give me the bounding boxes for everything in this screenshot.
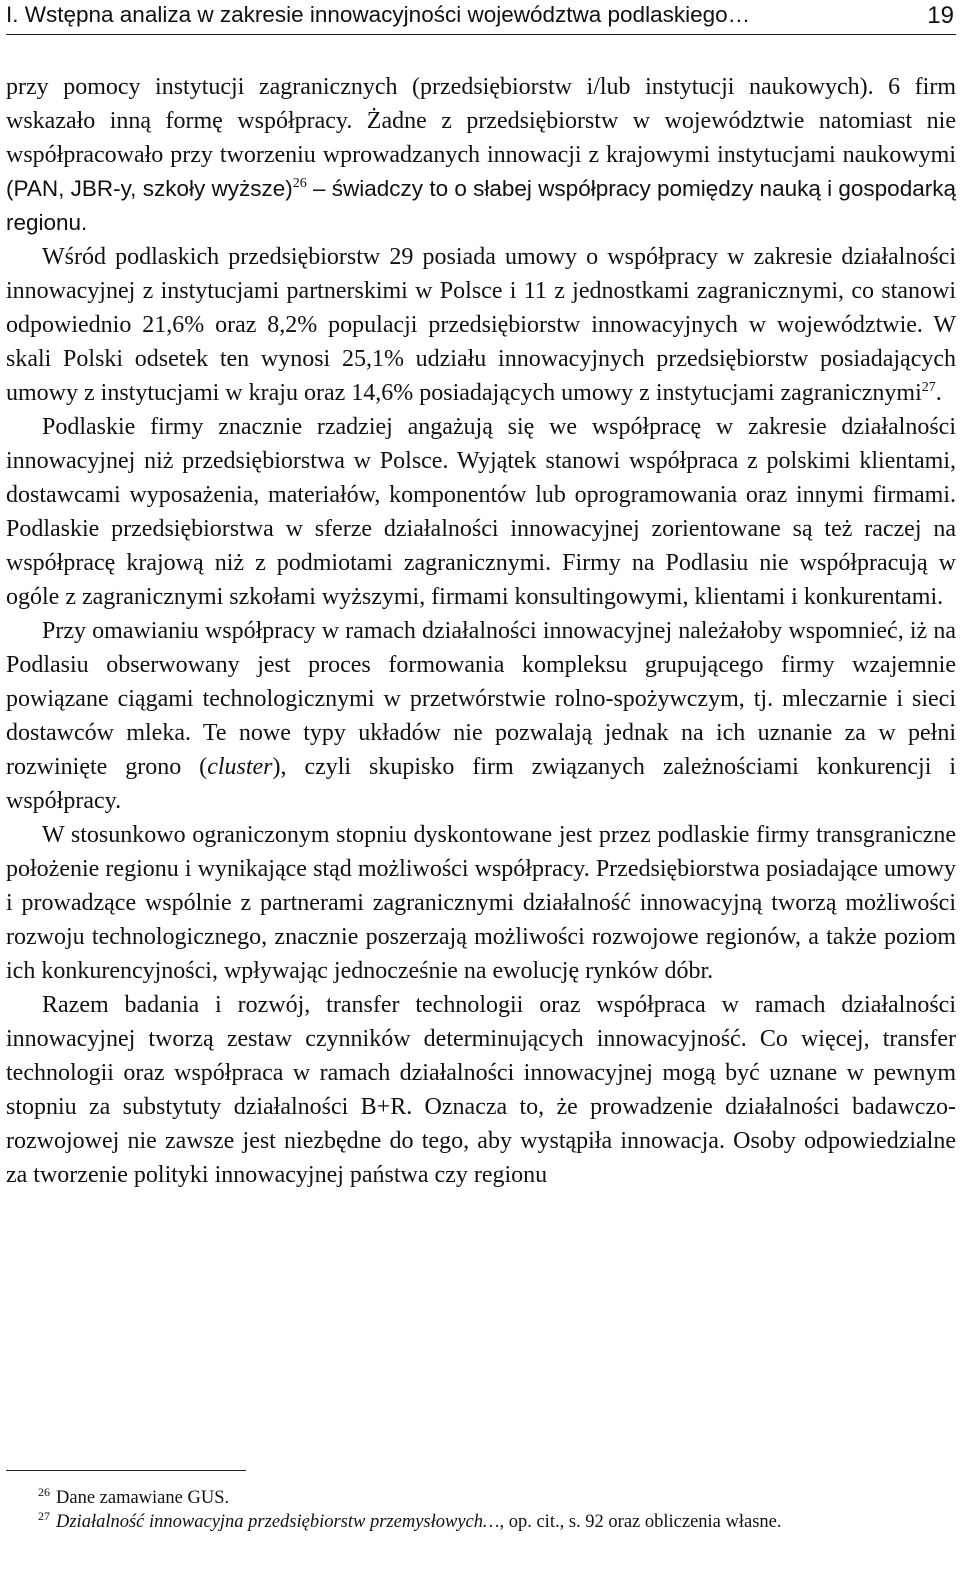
footnote-separator [6, 1470, 246, 1471]
footnote-27 [6, 1510, 956, 1534]
paragraph-2-text: Wśród podlaskich przedsiębiorstw 29 posiada umowy o współpracy w zakresie działalności innowacyjnej z instytucjami partnerskimi w Polsce i 11 z jednostkami zagranicznymi, co stanowi odpowiednio 21,6% oraz 8,2% populacji przedsiębiorstw innowacyjnych w województwie. W skali Polski odsetek ten wynosi 25,1% udziału innowacyjnych przedsiębiorstw posiadających umowy z instytucjami w kraju oraz 14,6% posiadających umowy z instytucjami zagranicznymi [6, 244, 956, 406]
paragraph-1-text: przy pomocy instytucji zagranicznych (przedsiębiorstw i/lub instytucji naukowych). 6 firm wskazało inną formę współpracy. Żadne z przedsiębiorstw w województwie natomiast nie współpracowało przy tworzeniu wprowadzanych innowacji z krajowymi instytucjami naukowymi [6, 74, 956, 168]
paragraph-4-text-2: ), czyli skupisko firm związanych zależnościami konkurencji i współpracy. [6, 754, 956, 814]
paragraph-4-text: Przy omawianiu współpracy w ramach działalności innowacyjnej należałoby wspomnieć, iż na Podlasiu obserwowany jest proces formowania kompleksu grupującego firmy wzajemnie powiązane ciągami technologicznymi w przetwórstwie rolno-spożywczym, tj. mleczarnie i sieci dostawców mleka. Te nowe typy układów nie pozwalają jednak na ich uznanie za w pełni rozwinięte grono ( [6, 618, 956, 780]
paragraph-2-end: . [935, 380, 942, 406]
paragraph-1-sans-text-2: – świadczy to o słabej współpracy pomiędzy nauką i gospodarką regionu. [6, 176, 956, 235]
paragraph-1-sans-text: (PAN, JBR-y, szkoły wyższe) [6, 176, 293, 201]
running-header-title: I. Wstępna analiza w zakresie innowacyjności województwa podlaskiego… [6, 2, 751, 27]
footnotes [6, 1486, 956, 1534]
footnote-ref-26[interactable]: 26 [292, 176, 307, 191]
footnote-number: 27 [38, 1508, 50, 1523]
body-text [6, 70, 956, 1192]
footnote-text: , op. cit., s. 92 oraz obliczenia własne. [499, 1512, 782, 1532]
paragraph-6: Razem badania i rozwój, transfer technologii oraz współpraca w ramach działalności innowacyjnej tworzą zestaw czynników determinujących innowacyjność. Co więcej, transfer technologii oraz współpraca w ramach działalności innowacyjnej mogą być uznane w pewnym stopniu za substytuty działalności B+R. Oznacza to, że prowadzenie działalności badawczo-rozwojowej nie zawsze jest niezbędne do tego, aby wystąpiła innowacja. Osoby odpowiedzialne za tworzenie polityki innowacyjnej państwa czy regionu [6, 992, 956, 1188]
page-number: 19 [927, 2, 954, 29]
footnote-number: 26 [38, 1484, 50, 1499]
footnote-26 [6, 1486, 956, 1510]
paragraph-3: Podlaskie firmy znacznie rzadziej angażują się we współpracę w zakresie działalności innowacyjnej niż przedsiębiorstwa w Polsce. Wyjątek stanowi współpraca z polskimi klientami, dostawcami wyposażenia, materiałów, komponentów lub oprogramowania oraz innymi firmami. Podlaskie przedsiębiorstwa w sferze działalności innowacyjnej zorientowane są też raczej na współpracę krajową niż z podmiotami zagranicznymi. Firmy na Podlasiu nie współpracują w ogóle z zagranicznymi szkołami wyższymi, firmami konsultingowymi, klientami i konkurentami. [6, 414, 956, 610]
paragraph-5: W stosunkowo ograniczonym stopniu dyskontowane jest przez podlaskie firmy transgraniczne położenie regionu i wynikające stąd możliwości współpracy. Przedsiębiorstwa posiadające umowy i prowadzące wspólnie z partnerami zagranicznymi działalność innowacyjną tworzą możliwości rozwoju technologicznego, znacznie poszerzają możliwości rozwojowe regionów, a także poziom ich konkurencyjności, wpływając jednocześnie na ewolucję rynków dóbr. [6, 822, 956, 984]
footnote-italic-title: Działalność innowacyjna przedsiębiorstw przemysłowych… [56, 1512, 500, 1532]
paragraph-4-italic-term: cluster [207, 754, 273, 780]
running-header [6, 0, 956, 35]
paragraph-1 [6, 70, 956, 240]
footnote-ref-27[interactable]: 27 [921, 380, 936, 395]
footnote-text: Dane zamawiane GUS. [56, 1488, 230, 1508]
paragraph-4 [6, 614, 956, 818]
paragraph-2 [6, 240, 956, 410]
